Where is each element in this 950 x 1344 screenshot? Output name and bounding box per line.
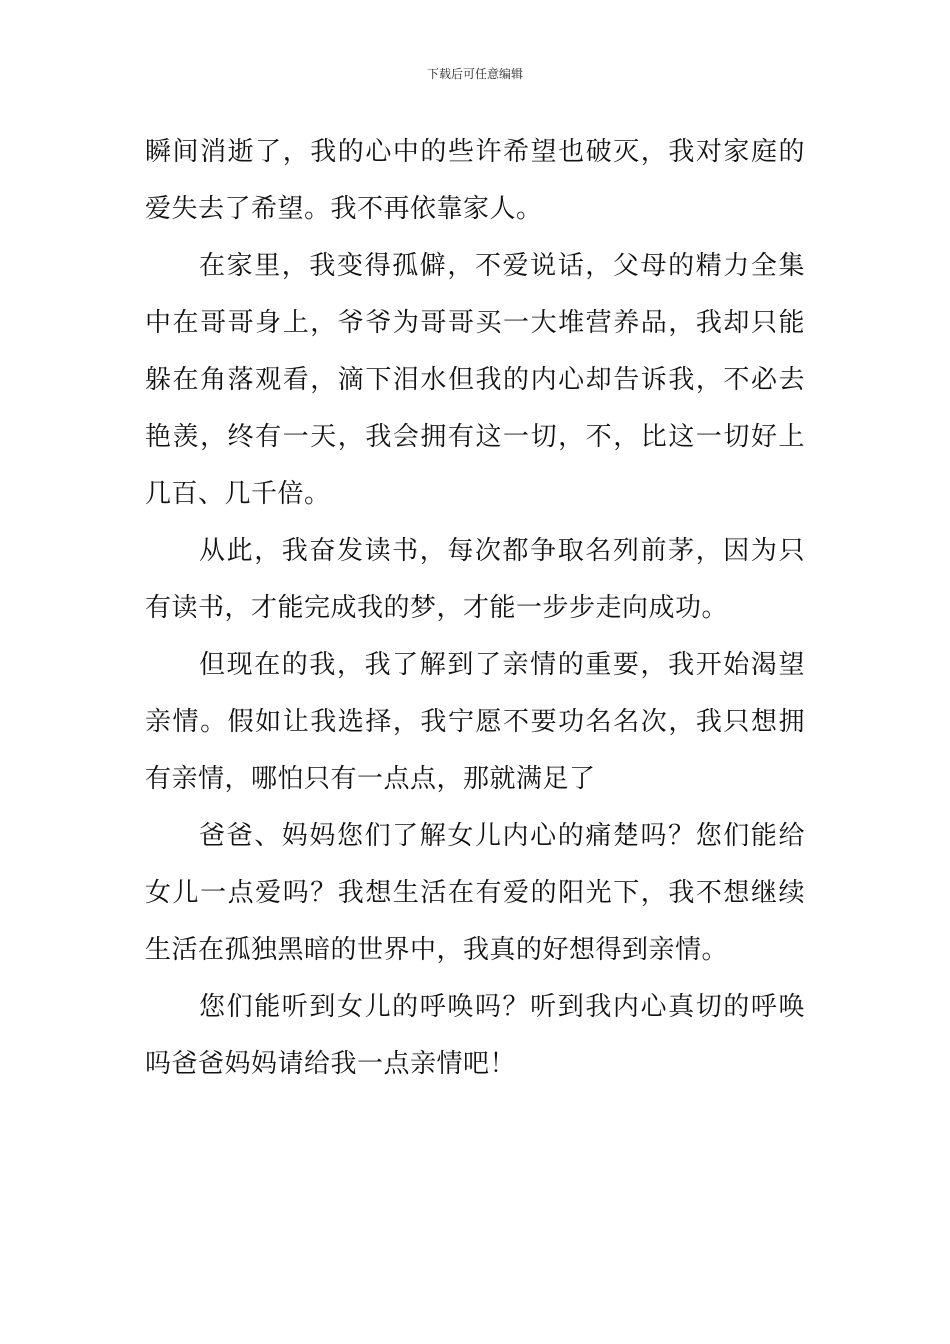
paragraph-5: 爸爸、妈妈您们了解女儿内心的痛楚吗？您们能给女儿一点爱吗？我想生活在有爱的阳光下，我不想继续生活在孤独黑暗的世界中，我真的好想得到亲情。	[145, 821, 805, 965]
paragraph-2: 在家里，我变得孤僻，不爱说话，父母的精力全集中在哥哥身上，爷爷为哥哥买一大堆营养品，我却只能躲在角落观看，滴下泪水但我的内心却告诉我，不必去艳羡，终有一天，我会拥有这一切，不，比这一切好上几百、几千倍。	[145, 251, 805, 509]
paragraph-1: 瞬间消逝了，我的心中的些许希望也破灭，我对家庭的爱失去了希望。我不再依靠家人。	[145, 137, 805, 224]
paragraph-4: 但现在的我，我了解到了亲情的重要，我开始渴望亲情。假如让我选择，我宁愿不要功名名次，我只想拥有亲情，哪怕只有一点点，那就满足了	[145, 650, 805, 794]
paragraph-3: 从此，我奋发读书，每次都争取名列前茅，因为只有读书，才能完成我的梦，才能一步步走向成功。	[145, 536, 805, 623]
paragraph-6: 您们能听到女儿的呼唤吗？听到我内心真切的呼唤吗爸爸妈妈请给我一点亲情吧！	[145, 992, 805, 1079]
document-body	[145, 124, 805, 1093]
page-header: 下载后可任意编辑	[426, 67, 523, 81]
